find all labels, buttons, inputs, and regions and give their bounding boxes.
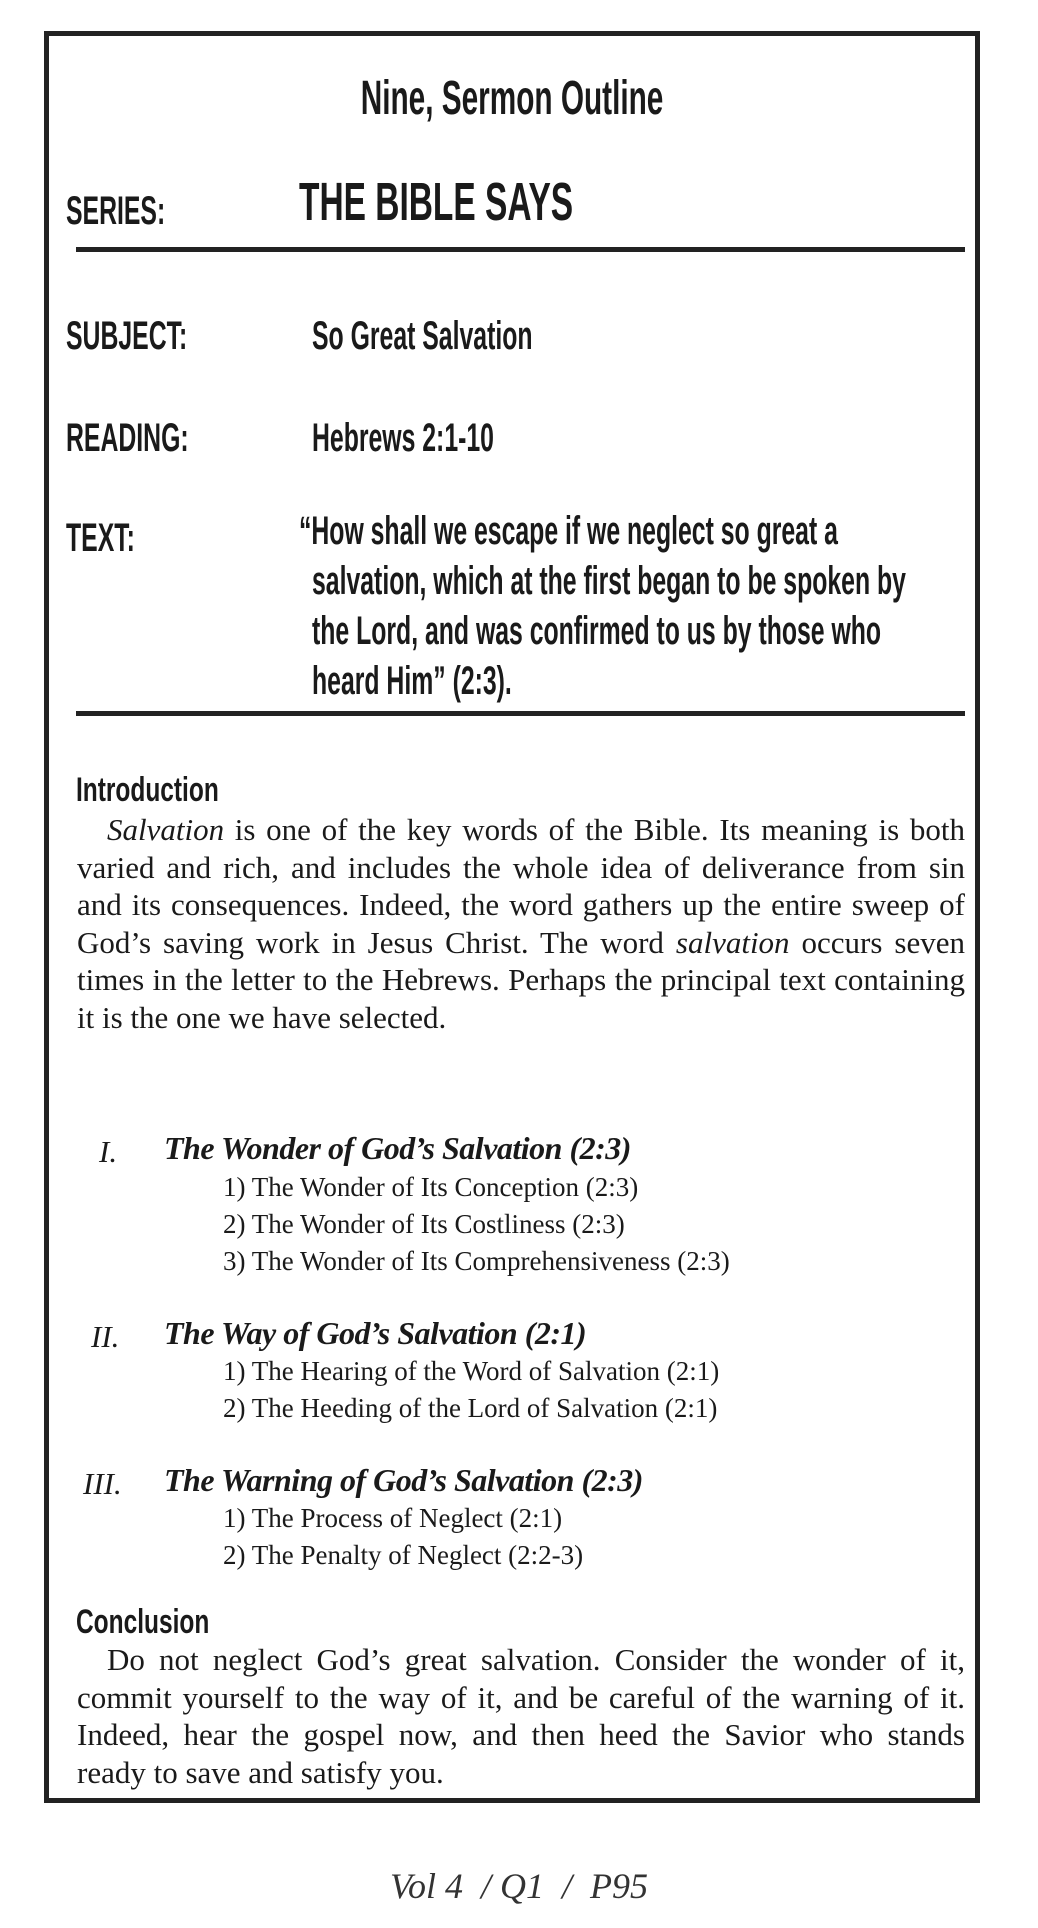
page-footer: Vol 4 / Q1 / P95 (390, 1866, 648, 1906)
introduction-body: Salvation is one of the key words of the Bible. Its meaning is both varied and rich, and includes the whole idea of deliverance from sin and its consequences. Indeed, the word gathers up the entire sweep of God’s saving work in Jesus Christ. The word salvation occurs seven times in the letter to the Hebrews. Perhaps the principal text containing it is the one we have selected. (77, 812, 965, 1035)
introduction-heading: Introduction (76, 771, 219, 809)
point-2-sub-1: 1) The Hearing of the Word of Salvation (2:1) (223, 1356, 720, 1386)
point-1-sub-3: 3) The Wonder of Its Comprehensiveness (2:3) (223, 1246, 730, 1276)
point-1-sub-1: 1) The Wonder of Its Conception (2:3) (223, 1172, 639, 1202)
text-quote (299, 509, 1038, 709)
subject-value: So Great Salvation (312, 314, 533, 358)
text-label: TEXT: (66, 516, 135, 560)
outline-box (44, 31, 980, 1803)
conclusion-body: Do not neglect God’s great salvation. Consider the wonder of it, commit yourself to the way of it, and be careful of the warning of it. Indeed, hear the gospel now, and then heed the Savior who stands ready to save and satisfy you. (77, 1642, 965, 1790)
point-2-heading: The Way of God’s Salvation (2:1) (164, 1315, 587, 1351)
conclusion-heading: Conclusion (76, 1603, 210, 1641)
text-quote-line: heard Him” (2:3). (312, 659, 512, 703)
series-label: SERIES: (66, 189, 166, 233)
divider-top (76, 247, 965, 252)
text-quote-line: salvation, which at the first began to be spoken by (312, 559, 906, 603)
point-3-sub-2: 2) The Penalty of Neglect (2:2-3) (223, 1540, 584, 1570)
series-value: THE BIBLE SAYS (299, 172, 574, 232)
point-3-sub-1: 1) The Process of Neglect (2:1) (223, 1503, 563, 1533)
page-title: Nine, Sermon Outline (360, 72, 664, 125)
point-1-sub-2: 2) The Wonder of Its Costliness (2:3) (223, 1209, 625, 1239)
point-1-numeral: I. (99, 1134, 118, 1169)
reading-value: Hebrews 2:1-10 (312, 416, 494, 460)
point-3-numeral: III. (83, 1466, 122, 1501)
text-quote-line: “How shall we escape if we neglect so great a (299, 509, 838, 553)
reading-label: READING: (66, 416, 189, 460)
point-2-sub-2: 2) The Heeding of the Lord of Salvation (2:1) (223, 1393, 718, 1423)
point-2-numeral: II. (91, 1319, 120, 1354)
point-3-heading: The Warning of God’s Salvation (2:3) (164, 1462, 643, 1498)
divider-bottom (76, 711, 965, 716)
point-1-heading: The Wonder of God’s Salvation (2:3) (164, 1130, 631, 1166)
text-quote-line: the Lord, and was confirmed to us by those who (312, 609, 882, 653)
subject-label: SUBJECT: (66, 314, 188, 358)
